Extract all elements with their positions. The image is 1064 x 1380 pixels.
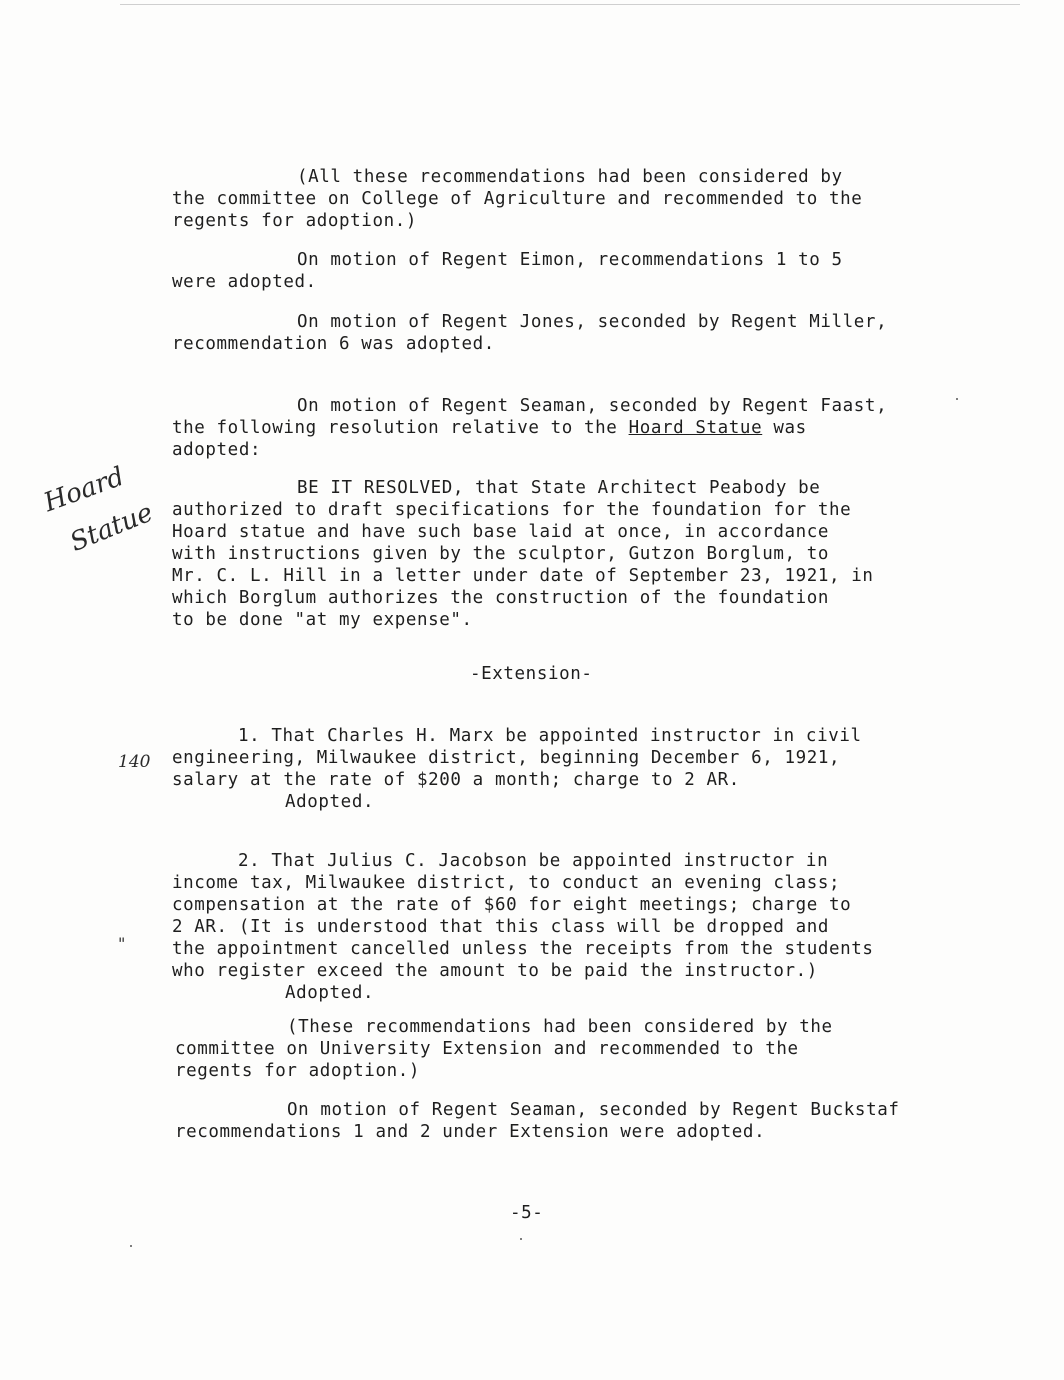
section-heading: -Extension- [470, 664, 593, 684]
text-fragment: was [762, 418, 807, 438]
top-edge-line [120, 4, 1020, 5]
text-line: were adopted. [172, 272, 317, 292]
text-line: (These recommendations had been considered by the [287, 1017, 833, 1037]
handwritten-note-hoard: Hoard [40, 461, 129, 519]
text-line: authorized to draft specifications for the foundation for the [172, 500, 852, 520]
text-line: committee on University Extension and recommended to the [175, 1039, 799, 1059]
text-line: Hoard statue and have such base laid at once, in accordance [172, 522, 830, 542]
text-line: recommendation 6 was adopted. [172, 334, 495, 354]
text-line: regents for adoption.) [175, 1061, 420, 1081]
text-line: salary at the rate of $200 a month; charge to 2 AR. [172, 770, 740, 790]
text-line: the appointment cancelled unless the receipts from the students [172, 939, 874, 959]
text-line: with instructions given by the sculptor, Gutzon Borglum, to [172, 544, 830, 564]
text-line: adopted: [172, 440, 262, 460]
text-line: Mr. C. L. Hill in a letter under date of September 23, 1921, in [172, 566, 874, 586]
text-line: which Borglum authorizes the construction of the foundation [172, 588, 830, 608]
text-line: the committee on College of Agriculture and recommended to the [172, 189, 863, 209]
text-line: (All these recommendations had been considered by [297, 167, 843, 187]
text-line: engineering, Milwaukee district, beginning December 6, 1921, [172, 748, 841, 768]
text-line: 2 AR. (It is understood that this class will be dropped and [172, 917, 830, 937]
text-line [172, 417, 807, 439]
adopted-label: Adopted. [285, 983, 375, 1003]
text-line: On motion of Regent Eimon, recommendations 1 to 5 [297, 250, 843, 270]
text-line: to be done "at my expense". [172, 610, 473, 630]
text-line: On motion of Regent Jones, seconded by Regent Miller, [297, 312, 888, 332]
text-line: 1. That Charles H. Marx be appointed instructor in civil [238, 726, 862, 746]
text-fragment: the following resolution relative to the [172, 418, 629, 438]
text-line: regents for adoption.) [172, 211, 417, 231]
text-line: recommendations 1 and 2 under Extension were adopted. [175, 1122, 766, 1142]
handwritten-ditto-mark: " [118, 934, 126, 953]
underlined-hoard-statue: Hoard Statue [628, 418, 763, 438]
text-line: On motion of Regent Seaman, seconded by Regent Buckstaf [287, 1100, 900, 1120]
text-line: income tax, Milwaukee district, to conduct an evening class; [172, 873, 841, 893]
page-number: -5- [510, 1203, 544, 1223]
scan-speck [520, 1238, 522, 1240]
adopted-label: Adopted. [285, 792, 375, 812]
handwritten-note-number: 140 [118, 752, 151, 772]
text-line: who register exceed the amount to be paid the instructor.) [172, 961, 818, 981]
scan-speck [130, 1245, 132, 1247]
text-line: On motion of Regent Seaman, seconded by Regent Faast, [297, 396, 888, 416]
handwritten-note-statue: Statue [66, 497, 158, 558]
text-line: compensation at the rate of $60 for eight meetings; charge to [172, 895, 852, 915]
scan-speck [956, 398, 958, 400]
text-line: 2. That Julius C. Jacobson be appointed instructor in [238, 851, 829, 871]
text-line: BE IT RESOLVED, that State Architect Peabody be [297, 478, 821, 498]
